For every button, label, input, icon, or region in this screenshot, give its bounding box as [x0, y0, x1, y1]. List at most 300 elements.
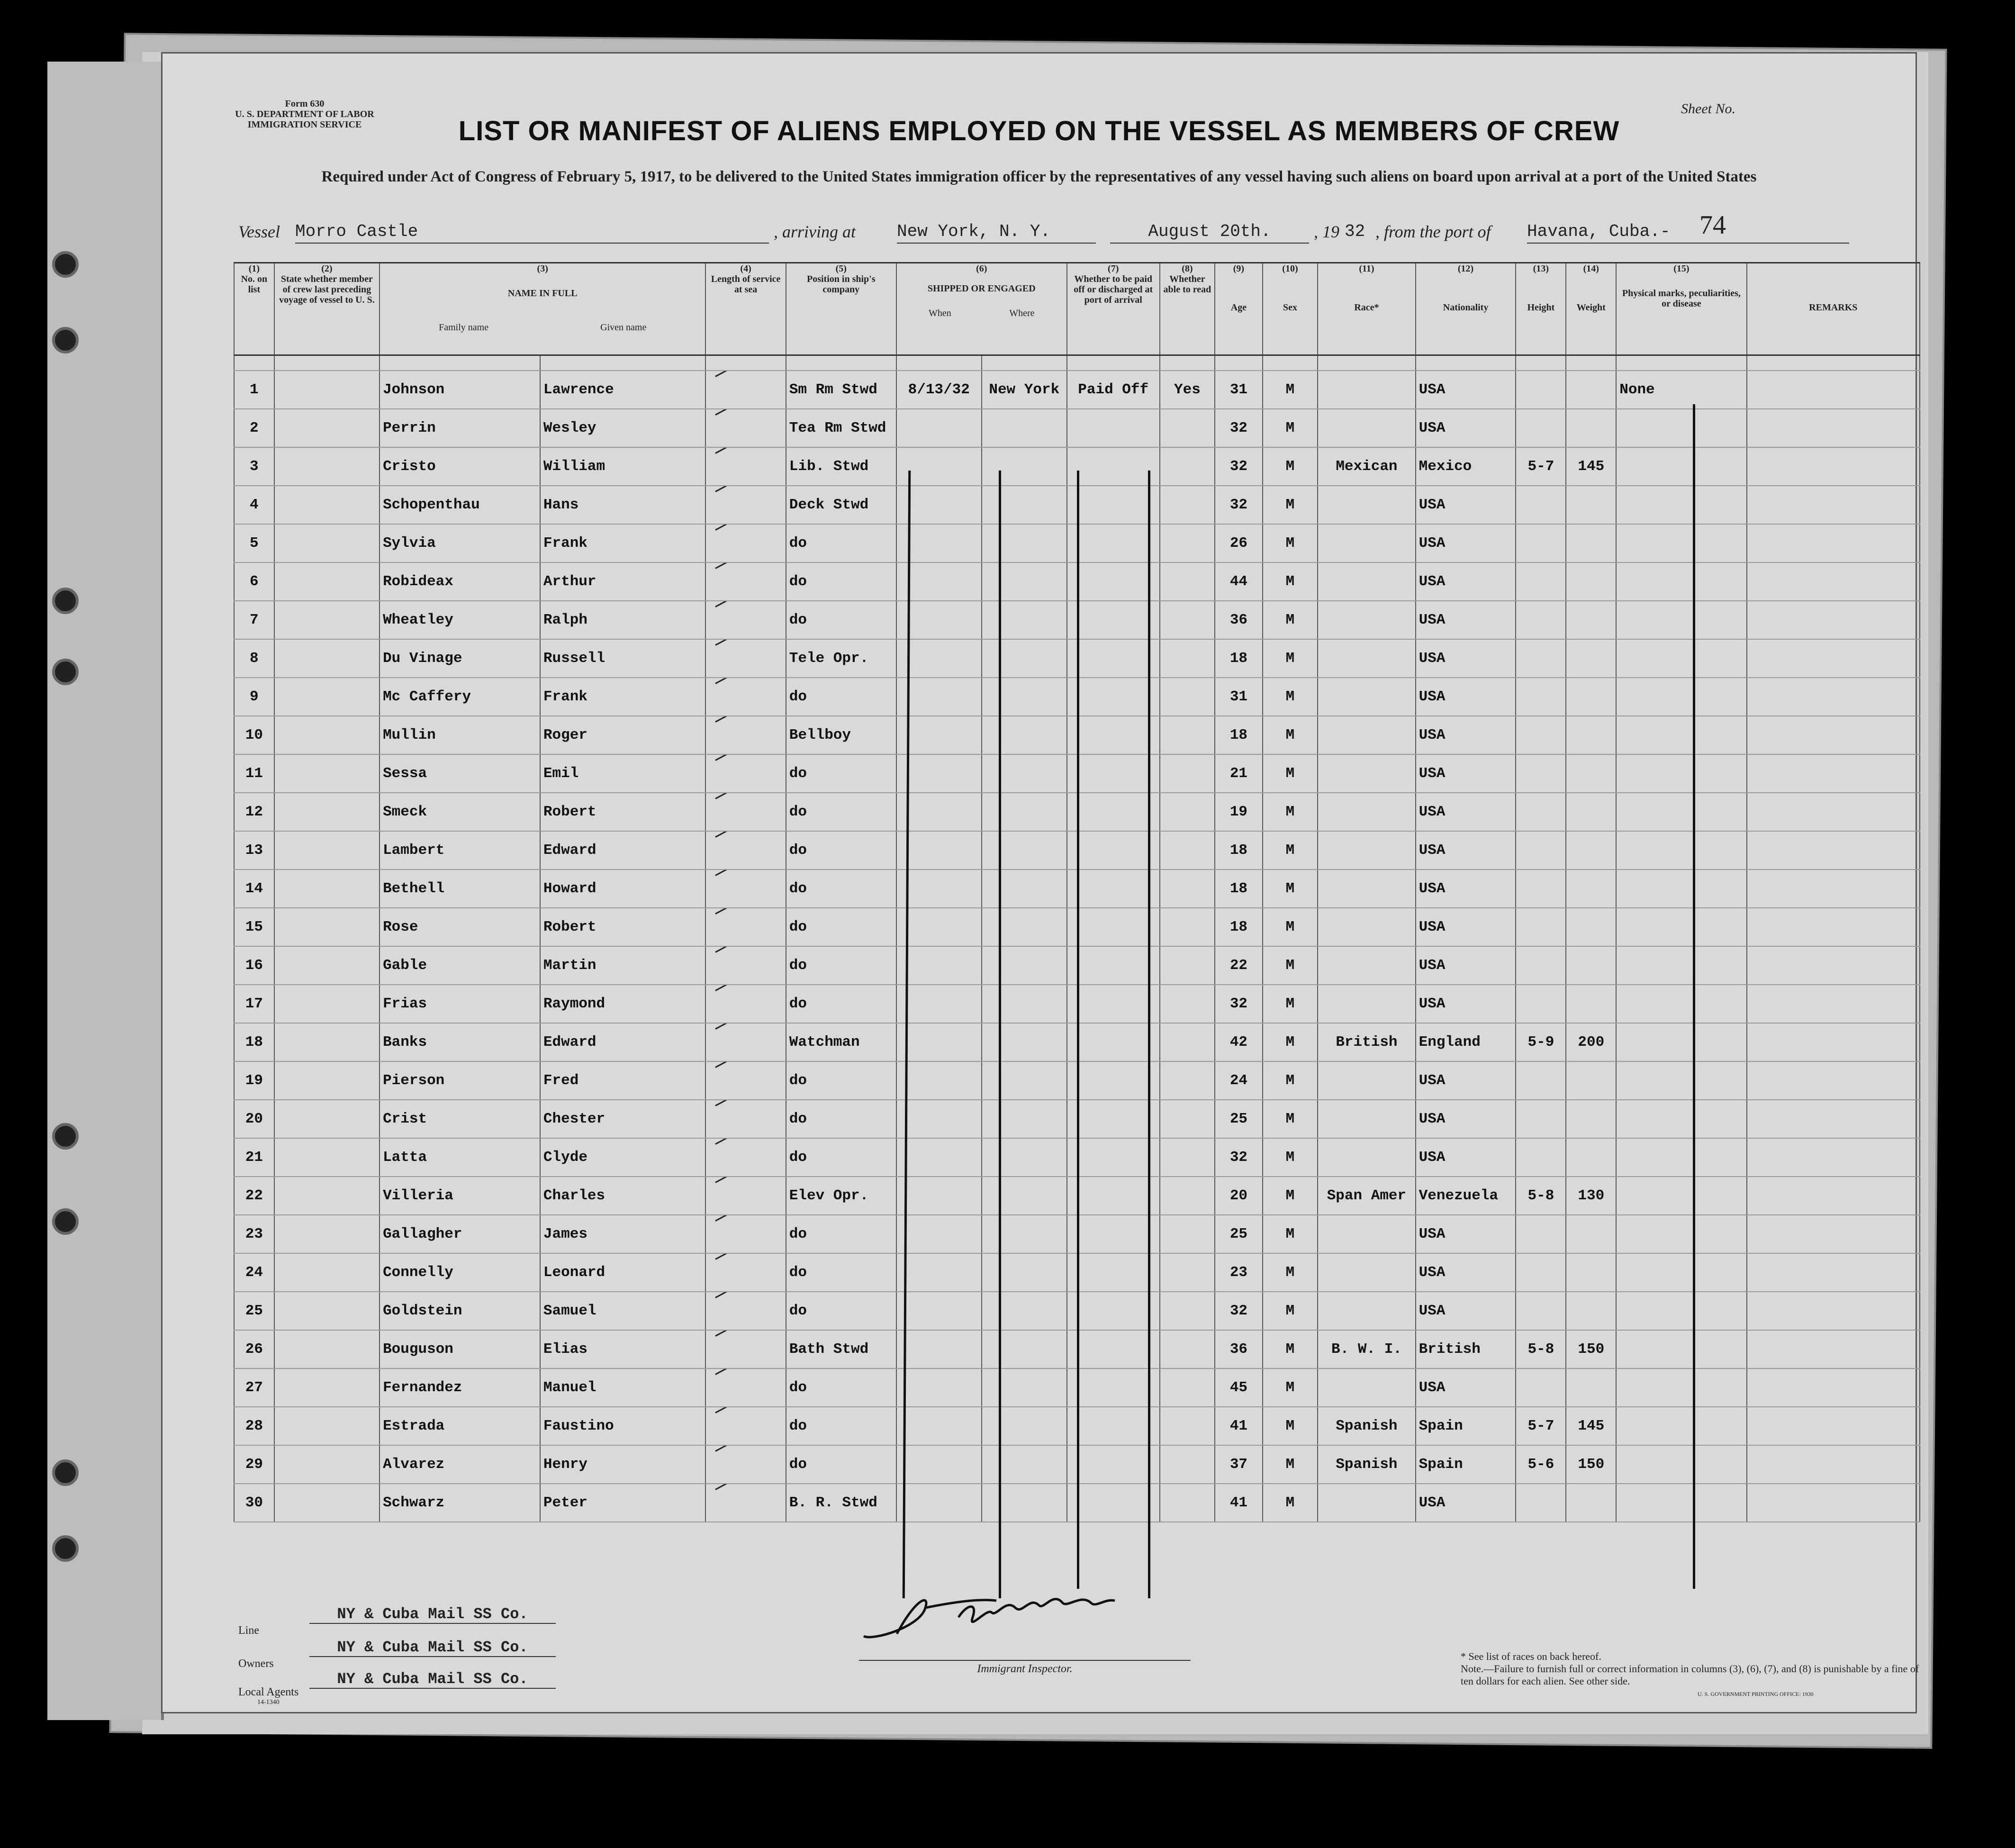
shipped-when-cell [896, 1177, 982, 1215]
last-voyage-cell [274, 985, 380, 1023]
able-to-read-cell [1160, 908, 1215, 946]
physical-marks-cell [1616, 562, 1746, 601]
given-name-cell: Frank [540, 524, 705, 562]
shipped-where-cell [982, 1445, 1067, 1484]
given-name-cell: James [540, 1215, 705, 1253]
position-cell: Tea Rm Stwd [786, 409, 896, 447]
weight-cell [1566, 793, 1616, 831]
length-of-service-cell [705, 639, 786, 678]
height-cell [1516, 562, 1566, 601]
physical-marks-cell [1616, 1177, 1746, 1215]
race-cell: Span Amer [1318, 1177, 1415, 1215]
position-cell: Bath Stwd [786, 1330, 896, 1368]
remarks-cell [1747, 371, 1920, 409]
last-voyage-cell [274, 870, 380, 908]
shipped-where-cell: New York [982, 371, 1067, 409]
able-to-read-cell [1160, 1484, 1215, 1522]
row-number-cell: 10 [234, 716, 274, 754]
given-name-cell: Samuel [540, 1292, 705, 1330]
family-name-cell: Gallagher [380, 1215, 540, 1253]
family-name-cell: Lambert [380, 831, 540, 870]
header-shipped: (6) SHIPPED OR ENGAGED When Where [896, 263, 1067, 355]
height-cell [1516, 754, 1566, 793]
age-cell: 36 [1215, 1330, 1263, 1368]
sex-cell: M [1263, 678, 1318, 716]
arrival-year: 32 [1345, 222, 1365, 241]
weight-cell [1566, 1368, 1616, 1407]
binder-hole [52, 251, 79, 278]
table-header-row [234, 263, 1920, 355]
race-cell [1318, 1061, 1415, 1100]
shipped-where-cell [982, 1023, 1067, 1061]
paid-off-cell [1067, 1484, 1160, 1522]
paid-off-cell [1067, 447, 1160, 486]
remarks-cell [1747, 908, 1920, 946]
physical-marks-cell [1616, 754, 1746, 793]
remarks-cell [1747, 1177, 1920, 1215]
department: U. S. DEPARTMENT OF LABOR [235, 109, 374, 119]
able-to-read-cell [1160, 1061, 1215, 1100]
binder-hole [52, 1459, 79, 1486]
race-cell [1318, 716, 1415, 754]
penalty-note: Note.—Failure to furnish full or correct information in columns (3), (6), (7), and (8) is punishable by a fine of ten dollars for each alien. See other side. [1461, 1663, 1919, 1687]
length-of-service-cell [705, 754, 786, 793]
shipped-where-cell [982, 870, 1067, 908]
able-to-read-cell [1160, 678, 1215, 716]
age-cell: 18 [1215, 908, 1263, 946]
nationality-cell: Mexico [1416, 447, 1516, 486]
family-name-cell: Pierson [380, 1061, 540, 1100]
shipped-when-cell [896, 1368, 982, 1407]
race-cell [1318, 562, 1415, 601]
length-of-service-cell [705, 1100, 786, 1138]
sex-cell: M [1263, 562, 1318, 601]
able-to-read-cell: Yes [1160, 371, 1215, 409]
length-of-service-cell [705, 447, 786, 486]
position-cell: do [786, 870, 896, 908]
row-number-cell: 13 [234, 831, 274, 870]
sex-cell: M [1263, 1484, 1318, 1522]
physical-marks-cell [1616, 716, 1746, 754]
length-of-service-cell [705, 486, 786, 524]
nationality-cell: USA [1416, 946, 1516, 985]
given-name-cell: Elias [540, 1330, 705, 1368]
age-cell: 42 [1215, 1023, 1263, 1061]
remarks-cell [1747, 985, 1920, 1023]
age-cell: 32 [1215, 1138, 1263, 1177]
ditto-line-paid [1077, 471, 1079, 1589]
shipped-where-cell [982, 908, 1067, 946]
paid-off-cell [1067, 870, 1160, 908]
sex-cell: M [1263, 1445, 1318, 1484]
race-cell [1318, 1484, 1415, 1522]
paid-off-cell [1067, 562, 1160, 601]
row-number-cell: 21 [234, 1138, 274, 1177]
race-cell [1318, 639, 1415, 678]
header-race: (11) Race* [1318, 263, 1415, 355]
nationality-cell: Spain [1416, 1407, 1516, 1445]
length-of-service-cell [705, 1138, 786, 1177]
family-name-cell: Frias [380, 985, 540, 1023]
age-cell: 18 [1215, 870, 1263, 908]
nationality-cell: USA [1416, 562, 1516, 601]
height-cell [1516, 1292, 1566, 1330]
length-of-service-cell [705, 1292, 786, 1330]
form-title: LIST OR MANIFEST OF ALIENS EMPLOYED ON THE VESSEL AS MEMBERS OF CREW [458, 116, 1620, 146]
race-cell: Spanish [1318, 1407, 1415, 1445]
length-of-service-cell [705, 601, 786, 639]
given-name-cell: Raymond [540, 985, 705, 1023]
shipped-where-cell [982, 1330, 1067, 1368]
height-cell [1516, 1484, 1566, 1522]
age-cell: 22 [1215, 946, 1263, 985]
paid-off-cell [1067, 1407, 1160, 1445]
weight-cell [1566, 409, 1616, 447]
weight-cell [1566, 601, 1616, 639]
given-name-cell: Wesley [540, 409, 705, 447]
shipped-where-cell [982, 1215, 1067, 1253]
able-to-read-cell [1160, 1100, 1215, 1138]
remarks-cell [1747, 1368, 1920, 1407]
header-age: (9) Age [1215, 263, 1263, 355]
nationality-cell: USA [1416, 409, 1516, 447]
age-cell: 32 [1215, 1292, 1263, 1330]
age-cell: 31 [1215, 371, 1263, 409]
given-name-cell: Edward [540, 1023, 705, 1061]
shipped-where-cell [982, 524, 1067, 562]
remarks-cell [1747, 1138, 1920, 1177]
last-voyage-cell [274, 1407, 380, 1445]
weight-cell [1566, 1100, 1616, 1138]
paid-off-cell [1067, 1445, 1160, 1484]
age-cell: 21 [1215, 754, 1263, 793]
printing-office-imprint: U. S. GOVERNMENT PRINTING OFFICE: 1930 [1698, 1691, 1814, 1697]
paid-off-cell [1067, 716, 1160, 754]
physical-marks-cell [1616, 1407, 1746, 1445]
physical-marks-cell [1616, 985, 1746, 1023]
shipped-when-cell: 8/13/32 [896, 371, 982, 409]
shipped-where-cell [982, 1177, 1067, 1215]
paid-off-cell [1067, 1330, 1160, 1368]
physical-marks-cell [1616, 1292, 1746, 1330]
nationality-cell: USA [1416, 601, 1516, 639]
last-voyage-cell [274, 1253, 380, 1292]
shipped-where-cell [982, 793, 1067, 831]
weight-cell: 150 [1566, 1445, 1616, 1484]
sex-cell: M [1263, 1177, 1318, 1215]
height-cell [1516, 1138, 1566, 1177]
ditto-line-marks [1693, 404, 1695, 1589]
remarks-cell [1747, 1253, 1920, 1292]
age-cell: 18 [1215, 639, 1263, 678]
paid-off-cell [1067, 1138, 1160, 1177]
last-voyage-cell [274, 1215, 380, 1253]
last-voyage-cell [274, 562, 380, 601]
physical-marks-cell [1616, 447, 1746, 486]
length-of-service-cell [705, 985, 786, 1023]
shipped-where-cell [982, 678, 1067, 716]
sex-cell: M [1263, 447, 1318, 486]
height-cell [1516, 639, 1566, 678]
position-cell: do [786, 754, 896, 793]
family-name-cell: Cristo [380, 447, 540, 486]
family-name-cell: Bethell [380, 870, 540, 908]
shipped-when-cell [896, 1138, 982, 1177]
row-number-cell: 1 [234, 371, 274, 409]
race-cell [1318, 1368, 1415, 1407]
shipped-when-cell [896, 1023, 982, 1061]
nationality-cell: USA [1416, 754, 1516, 793]
row-number-cell: 12 [234, 793, 274, 831]
given-name-cell: Hans [540, 486, 705, 524]
position-cell: do [786, 985, 896, 1023]
able-to-read-cell [1160, 946, 1215, 985]
last-voyage-cell [274, 1368, 380, 1407]
sex-cell: M [1263, 1368, 1318, 1407]
shipped-when-cell [896, 831, 982, 870]
nationality-cell: USA [1416, 678, 1516, 716]
given-name-cell: Robert [540, 908, 705, 946]
last-voyage-cell [274, 639, 380, 678]
header-position: (5) Position in ship's company [786, 263, 896, 355]
remarks-cell [1747, 1215, 1920, 1253]
physical-marks-cell [1616, 946, 1746, 985]
able-to-read-cell [1160, 1368, 1215, 1407]
nationality-cell: USA [1416, 1368, 1516, 1407]
family-name-cell: Estrada [380, 1407, 540, 1445]
length-of-service-cell [705, 870, 786, 908]
family-name-cell: Sessa [380, 754, 540, 793]
weight-cell [1566, 371, 1616, 409]
able-to-read-cell [1160, 1023, 1215, 1061]
race-cell [1318, 985, 1415, 1023]
footer-notes [1461, 1650, 1925, 1687]
age-cell: 32 [1215, 985, 1263, 1023]
shipped-when-cell [896, 1407, 982, 1445]
family-name-cell: Robideax [380, 562, 540, 601]
position-cell: do [786, 793, 896, 831]
shipped-where-cell [982, 1138, 1067, 1177]
row-number-cell: 15 [234, 908, 274, 946]
last-voyage-cell [274, 371, 380, 409]
remarks-cell [1747, 639, 1920, 678]
able-to-read-cell [1160, 870, 1215, 908]
length-of-service-cell [705, 1215, 786, 1253]
physical-marks-cell [1616, 1061, 1746, 1100]
sex-cell: M [1263, 639, 1318, 678]
physical-marks-cell [1616, 1023, 1746, 1061]
given-name-cell: Robert [540, 793, 705, 831]
age-cell: 25 [1215, 1100, 1263, 1138]
shipped-where-cell [982, 1061, 1067, 1100]
header-able-read: (8) Whether able to read [1160, 263, 1215, 355]
row-number-cell: 29 [234, 1445, 274, 1484]
header-paid-off: (7) Whether to be paid off or discharged at port of arrival [1067, 263, 1160, 355]
physical-marks-cell [1616, 1330, 1746, 1368]
position-cell: do [786, 908, 896, 946]
position-cell: Bellboy [786, 716, 896, 754]
physical-marks-cell [1616, 831, 1746, 870]
position-cell: Elev Opr. [786, 1177, 896, 1215]
given-name-cell: Martin [540, 946, 705, 985]
nationality-cell: Spain [1416, 1445, 1516, 1484]
physical-marks-cell [1616, 1253, 1746, 1292]
nationality-cell: USA [1416, 639, 1516, 678]
paid-off-cell [1067, 754, 1160, 793]
height-cell [1516, 678, 1566, 716]
position-cell: do [786, 1100, 896, 1138]
age-cell: 45 [1215, 1368, 1263, 1407]
row-number-cell: 5 [234, 524, 274, 562]
sex-cell: M [1263, 524, 1318, 562]
shipped-when-cell [896, 1292, 982, 1330]
paid-off-cell [1067, 1292, 1160, 1330]
height-cell [1516, 831, 1566, 870]
able-to-read-cell [1160, 1215, 1215, 1253]
shipped-when-cell [896, 1100, 982, 1138]
height-cell [1516, 716, 1566, 754]
remarks-cell [1747, 409, 1920, 447]
nationality-cell: USA [1416, 371, 1516, 409]
family-name-cell: Gable [380, 946, 540, 985]
paid-off-cell [1067, 1215, 1160, 1253]
shipped-when-cell [896, 870, 982, 908]
race-cell [1318, 524, 1415, 562]
nationality-cell: USA [1416, 831, 1516, 870]
length-of-service-cell [705, 1407, 786, 1445]
length-of-service-cell [705, 908, 786, 946]
physical-marks-cell [1616, 870, 1746, 908]
given-name-cell: Lawrence [540, 371, 705, 409]
race-note: * See list of races on back hereof. [1461, 1650, 1601, 1662]
row-number-cell: 11 [234, 754, 274, 793]
header-last-voyage: (2) State whether member of crew last preceding voyage of vessel to U. S. [274, 263, 380, 355]
length-of-service-cell [705, 831, 786, 870]
paid-off-cell [1067, 409, 1160, 447]
paid-off-cell [1067, 639, 1160, 678]
remarks-cell [1747, 831, 1920, 870]
length-of-service-cell [705, 1061, 786, 1100]
nationality-cell: USA [1416, 870, 1516, 908]
length-of-service-cell [705, 946, 786, 985]
family-name-cell: Connelly [380, 1253, 540, 1292]
race-cell: B. W. I. [1318, 1330, 1415, 1368]
remarks-cell [1747, 870, 1920, 908]
last-voyage-cell [274, 793, 380, 831]
sex-cell: M [1263, 946, 1318, 985]
last-voyage-cell [274, 678, 380, 716]
race-cell [1318, 1215, 1415, 1253]
row-number-cell: 8 [234, 639, 274, 678]
last-voyage-cell [274, 908, 380, 946]
inspector-label: Immigrant Inspector. [859, 1660, 1191, 1676]
race-cell: Mexican [1318, 447, 1415, 486]
last-voyage-cell [274, 409, 380, 447]
binder-hole [52, 659, 79, 685]
able-to-read-cell [1160, 524, 1215, 562]
length-of-service-cell [705, 1484, 786, 1522]
height-cell [1516, 985, 1566, 1023]
race-cell [1318, 1253, 1415, 1292]
row-number-cell: 3 [234, 447, 274, 486]
able-to-read-cell [1160, 985, 1215, 1023]
sex-cell: M [1263, 908, 1318, 946]
family-name-cell: Goldstein [380, 1292, 540, 1330]
age-cell: 31 [1215, 678, 1263, 716]
sex-cell: M [1263, 754, 1318, 793]
height-cell [1516, 601, 1566, 639]
height-cell [1516, 409, 1566, 447]
shipped-where-cell [982, 754, 1067, 793]
length-of-service-cell [705, 793, 786, 831]
length-of-service-cell [705, 524, 786, 562]
sex-cell: M [1263, 409, 1318, 447]
given-name-cell: Arthur [540, 562, 705, 601]
last-voyage-cell [274, 946, 380, 985]
row-number-cell: 6 [234, 562, 274, 601]
sex-cell: M [1263, 1407, 1318, 1445]
given-name-cell: Charles [540, 1177, 705, 1215]
row-number-cell: 22 [234, 1177, 274, 1215]
sex-cell: M [1263, 371, 1318, 409]
last-voyage-cell [274, 1138, 380, 1177]
remarks-cell [1747, 1292, 1920, 1330]
weight-cell [1566, 831, 1616, 870]
weight-cell [1566, 754, 1616, 793]
position-cell: Deck Stwd [786, 486, 896, 524]
weight-cell [1566, 1484, 1616, 1522]
nationality-cell: USA [1416, 1484, 1516, 1522]
remarks-cell [1747, 946, 1920, 985]
given-name-cell: William [540, 447, 705, 486]
last-voyage-cell [274, 1023, 380, 1061]
shipped-when-cell [896, 1330, 982, 1368]
row-number-cell: 27 [234, 1368, 274, 1407]
able-to-read-cell [1160, 1292, 1215, 1330]
given-name-cell: Edward [540, 831, 705, 870]
paid-off-cell [1067, 1100, 1160, 1138]
row-number-cell: 20 [234, 1100, 274, 1138]
able-to-read-cell [1160, 716, 1215, 754]
weight-cell [1566, 1253, 1616, 1292]
family-name-cell: Villeria [380, 1177, 540, 1215]
given-name-cell: Ralph [540, 601, 705, 639]
family-name-cell: Latta [380, 1138, 540, 1177]
departure-port: Havana, Cuba.- [1527, 222, 1849, 244]
height-cell [1516, 793, 1566, 831]
weight-cell [1566, 870, 1616, 908]
age-cell: 41 [1215, 1484, 1263, 1522]
given-name-cell: Fred [540, 1061, 705, 1100]
page-number: 74 [1699, 210, 1726, 240]
sex-cell: M [1263, 1253, 1318, 1292]
form-subtitle: Required under Act of Congress of February 5, 1917, to be delivered to the United States immigration officer by the representatives of any vessel having such aliens on board upon arrival at a port of the United States [321, 168, 1757, 185]
age-cell: 23 [1215, 1253, 1263, 1292]
line-value: NY & Cuba Mail SS Co. [309, 1605, 556, 1624]
header-physical-marks: (15) Physical marks, peculiarities, or disease [1616, 263, 1746, 355]
physical-marks-cell [1616, 1484, 1746, 1522]
shipped-where-cell [982, 1484, 1067, 1522]
age-cell: 18 [1215, 831, 1263, 870]
weight-cell [1566, 678, 1616, 716]
race-cell [1318, 831, 1415, 870]
shipped-where-cell [982, 601, 1067, 639]
weight-cell [1566, 524, 1616, 562]
remarks-cell [1747, 447, 1920, 486]
race-cell [1318, 870, 1415, 908]
row-number-cell: 17 [234, 985, 274, 1023]
weight-cell [1566, 946, 1616, 985]
